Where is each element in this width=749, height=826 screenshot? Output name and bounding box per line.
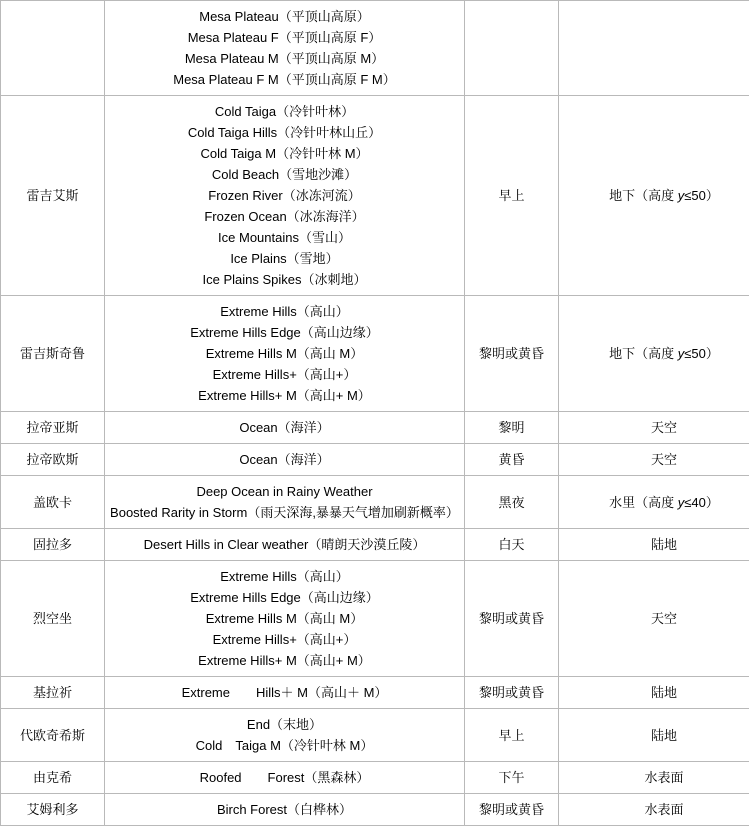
table-body bbox=[1, 1, 749, 826]
biome-line: Cold Taiga M（冷针叶林 M） bbox=[107, 143, 462, 164]
biome-line: Desert Hills in Clear weather（晴朗天沙漠丘陵） bbox=[107, 534, 462, 555]
biome-line: Extreme Hills+（高山+） bbox=[107, 364, 462, 385]
time-cell: 黎明或黄昏 bbox=[465, 561, 559, 677]
time-cell: 黄昏 bbox=[465, 444, 559, 476]
biome-list-cell bbox=[105, 709, 465, 762]
pokemon-name-cell: 雷吉斯奇鲁 bbox=[1, 296, 105, 412]
biome-line: Extreme Hills+ M（高山+ M） bbox=[107, 385, 462, 406]
table-row bbox=[1, 444, 749, 476]
table-row bbox=[1, 1, 749, 96]
pokemon-name-cell: 代欧奇希斯 bbox=[1, 709, 105, 762]
time-cell bbox=[465, 1, 559, 96]
pokemon-name-cell: 基拉祈 bbox=[1, 677, 105, 709]
biome-line: Mesa Plateau（平顶山高原） bbox=[107, 6, 462, 27]
biome-line: Extreme Hills Edge（高山边缘） bbox=[107, 322, 462, 343]
biome-line: Extreme Hills+（高山+） bbox=[107, 629, 462, 650]
biome-line: Deep Ocean in Rainy Weather bbox=[107, 481, 462, 502]
place-cell: 陆地 bbox=[559, 709, 749, 762]
place-cell: 地下（高度 y≤50） bbox=[559, 96, 749, 296]
biome-line: Ocean（海洋） bbox=[107, 417, 462, 438]
pokemon-name-cell bbox=[1, 1, 105, 96]
biome-line: Frozen River（冰冻河流） bbox=[107, 185, 462, 206]
biome-lines bbox=[107, 799, 462, 820]
biome-line: Ice Mountains（雪山） bbox=[107, 227, 462, 248]
time-cell: 黎明或黄昏 bbox=[465, 677, 559, 709]
biome-lines bbox=[107, 101, 462, 290]
biome-lines bbox=[107, 481, 462, 523]
biome-list-cell bbox=[105, 476, 465, 529]
pokemon-name-cell: 烈空坐 bbox=[1, 561, 105, 677]
biome-lines bbox=[107, 767, 462, 788]
biome-lines bbox=[107, 682, 462, 703]
pokemon-name-cell: 雷吉艾斯 bbox=[1, 96, 105, 296]
biome-line: Ice Plains（雪地） bbox=[107, 248, 462, 269]
biome-line: Cold Taiga Hills（冷针叶林山丘） bbox=[107, 122, 462, 143]
biome-lines bbox=[107, 714, 462, 756]
biome-list-cell bbox=[105, 677, 465, 709]
biome-line: Ice Plains Spikes（冰刺地） bbox=[107, 269, 462, 290]
table-row bbox=[1, 412, 749, 444]
biome-lines bbox=[107, 449, 462, 470]
biome-list-cell bbox=[105, 529, 465, 561]
biome-lines bbox=[107, 566, 462, 671]
table-row bbox=[1, 709, 749, 762]
table-row bbox=[1, 762, 749, 794]
biome-line: Roofed Forest（黑森林） bbox=[107, 767, 462, 788]
place-cell: 水表面 bbox=[559, 762, 749, 794]
biome-line: Boosted Rarity in Storm（雨天深海,暴暴天气增加刷新概率） bbox=[107, 502, 462, 523]
biome-lines bbox=[107, 301, 462, 406]
place-cell: 天空 bbox=[559, 444, 749, 476]
height-variable: y bbox=[678, 188, 685, 203]
biome-line: Cold Taiga M（冷针叶林 M） bbox=[107, 735, 462, 756]
biome-line: End（末地） bbox=[107, 714, 462, 735]
biome-list-cell bbox=[105, 96, 465, 296]
time-cell: 黑夜 bbox=[465, 476, 559, 529]
biome-line: Ocean（海洋） bbox=[107, 449, 462, 470]
biome-list-cell bbox=[105, 762, 465, 794]
biome-list-cell bbox=[105, 296, 465, 412]
table-row bbox=[1, 296, 749, 412]
pokemon-name-cell: 拉帝亚斯 bbox=[1, 412, 105, 444]
biome-list-cell bbox=[105, 412, 465, 444]
biome-line: Cold Taiga（冷针叶林） bbox=[107, 101, 462, 122]
place-cell: 陆地 bbox=[559, 677, 749, 709]
time-cell: 白天 bbox=[465, 529, 559, 561]
place-cell: 水表面 bbox=[559, 794, 749, 826]
place-cell: 天空 bbox=[559, 412, 749, 444]
biome-list-cell bbox=[105, 444, 465, 476]
biome-lines bbox=[107, 534, 462, 555]
biome-line: Extreme Hills M（高山 M） bbox=[107, 608, 462, 629]
biome-line: Birch Forest（白桦林） bbox=[107, 799, 462, 820]
biome-lines bbox=[107, 6, 462, 90]
biome-line: Mesa Plateau M（平顶山高原 M） bbox=[107, 48, 462, 69]
time-cell: 早上 bbox=[465, 96, 559, 296]
place-cell: 天空 bbox=[559, 561, 749, 677]
biome-line: Cold Beach（雪地沙滩） bbox=[107, 164, 462, 185]
biome-line: Extreme Hills+ M（高山+ M） bbox=[107, 650, 462, 671]
biome-line: Mesa Plateau F（平顶山高原 F） bbox=[107, 27, 462, 48]
time-cell: 黎明或黄昏 bbox=[465, 296, 559, 412]
time-cell: 早上 bbox=[465, 709, 559, 762]
table-row bbox=[1, 677, 749, 709]
height-variable: y bbox=[678, 495, 685, 510]
time-cell: 黎明或黄昏 bbox=[465, 794, 559, 826]
pokemon-name-cell: 拉帝欧斯 bbox=[1, 444, 105, 476]
table-row bbox=[1, 96, 749, 296]
pokemon-name-cell: 固拉多 bbox=[1, 529, 105, 561]
table-row bbox=[1, 794, 749, 826]
biome-line: Extreme Hills（高山） bbox=[107, 301, 462, 322]
table-row bbox=[1, 529, 749, 561]
pokemon-name-cell: 艾姆利多 bbox=[1, 794, 105, 826]
time-cell: 黎明 bbox=[465, 412, 559, 444]
pokemon-name-cell: 盖欧卡 bbox=[1, 476, 105, 529]
height-variable: y bbox=[678, 346, 685, 361]
biome-list-cell bbox=[105, 561, 465, 677]
place-cell bbox=[559, 1, 749, 96]
biome-line: Extreme Hills＋ M（高山＋ M） bbox=[107, 682, 462, 703]
pokemon-name-cell: 由克希 bbox=[1, 762, 105, 794]
place-cell: 陆地 bbox=[559, 529, 749, 561]
biome-lines bbox=[107, 417, 462, 438]
biome-line: Extreme Hills M（高山 M） bbox=[107, 343, 462, 364]
biome-list-cell bbox=[105, 794, 465, 826]
biome-line: Mesa Plateau F M（平顶山高原 F M） bbox=[107, 69, 462, 90]
time-cell: 下午 bbox=[465, 762, 559, 794]
biome-line: Extreme Hills（高山） bbox=[107, 566, 462, 587]
biome-line: Frozen Ocean（冰冻海洋） bbox=[107, 206, 462, 227]
biome-line: Extreme Hills Edge（高山边缘） bbox=[107, 587, 462, 608]
place-cell: 水里（高度 y≤40） bbox=[559, 476, 749, 529]
biome-list-cell bbox=[105, 1, 465, 96]
place-cell: 地下（高度 y≤50） bbox=[559, 296, 749, 412]
table-row bbox=[1, 561, 749, 677]
table-row bbox=[1, 476, 749, 529]
